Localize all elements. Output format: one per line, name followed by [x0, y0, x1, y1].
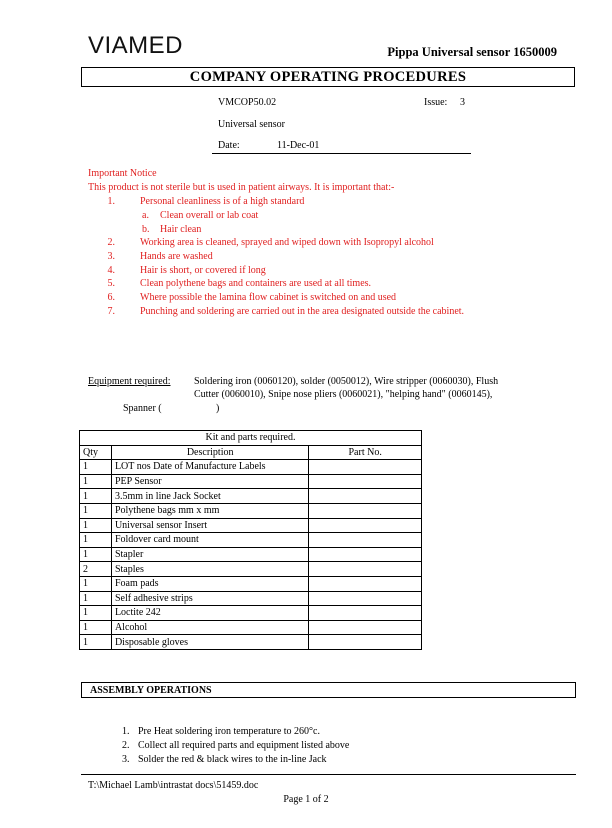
table-row	[80, 562, 422, 577]
notice-heading: Important Notice	[88, 168, 157, 179]
notice-item-number: 6.	[107, 292, 115, 303]
assembly-step	[122, 754, 327, 765]
part-no-cell	[309, 518, 422, 533]
step-text: Solder the red & black wires to the in-line Jack	[138, 754, 327, 765]
table-row	[80, 503, 422, 518]
notice-item-number: 2.	[107, 237, 115, 248]
qty-cell: 1	[80, 620, 112, 635]
step-text: Pre Heat soldering iron temperature to 260°c.	[138, 726, 320, 737]
table-row	[80, 460, 422, 475]
doc-subject: Universal sensor	[218, 119, 285, 130]
date-value: 11-Dec-01	[277, 140, 320, 151]
part-no-cell	[309, 460, 422, 475]
step-number: 2.	[122, 740, 130, 751]
table-row	[80, 518, 422, 533]
part-no-cell	[309, 576, 422, 591]
notice-item-number: 3.	[107, 251, 115, 262]
table-row	[80, 533, 422, 548]
notice-subitem-text: Clean overall or lab coat	[160, 210, 259, 221]
logo-text: VIAMED	[88, 32, 184, 58]
column-header-part-no: Part No.	[309, 445, 422, 460]
notice-item-number: 4.	[107, 265, 115, 276]
assembly-step	[122, 740, 349, 751]
parts-table-caption: Kit and parts required.	[80, 431, 422, 446]
description-cell: Alcohol	[111, 620, 308, 635]
qty-cell: 1	[80, 518, 112, 533]
equipment-spanner: Spanner (	[123, 403, 162, 414]
table-row	[80, 547, 422, 562]
notice-item-text: Clean polythene bags and containers are used at all times.	[140, 278, 372, 289]
assembly-step	[122, 726, 320, 737]
notice-subitem-letter: b.	[142, 224, 150, 235]
page-title: COMPANY OPERATING PROCEDURES	[81, 67, 575, 87]
step-text: Collect all required parts and equipment listed above	[138, 740, 350, 751]
description-cell: Disposable gloves	[111, 635, 308, 650]
part-no-cell	[309, 562, 422, 577]
notice-item-text: Personal cleanliness is of a high standard	[140, 196, 305, 207]
part-no-cell	[309, 547, 422, 562]
qty-cell: 1	[80, 533, 112, 548]
table-row	[80, 591, 422, 606]
part-no-cell	[309, 489, 422, 504]
description-cell: Universal sensor Insert	[111, 518, 308, 533]
date-label: Date:	[218, 140, 240, 151]
notice-subitem-letter: a.	[142, 210, 149, 221]
table-row	[80, 489, 422, 504]
equipment-line-2: Cutter (0060010), Snipe nose pliers (0060021), "helping hand" (0060145),	[194, 389, 493, 400]
footer-divider	[81, 774, 576, 775]
column-header-qty: Qty	[80, 445, 112, 460]
qty-cell: 1	[80, 635, 112, 650]
description-cell: LOT nos Date of Manufacture Labels	[111, 460, 308, 475]
table-row	[80, 620, 422, 635]
viamed-logo	[88, 32, 196, 58]
qty-cell: 1	[80, 474, 112, 489]
qty-cell: 1	[80, 606, 112, 621]
notice-item-number: 7.	[107, 306, 115, 317]
notice-item-text: Hands are washed	[140, 251, 213, 262]
qty-cell: 2	[80, 562, 112, 577]
table-row	[80, 635, 422, 650]
step-number: 3.	[122, 754, 130, 765]
notice-item-text: Where possible the lamina flow cabinet is switched on and used	[140, 292, 397, 303]
table-row	[80, 606, 422, 621]
description-cell: Polythene bags mm x mm	[111, 503, 308, 518]
table-row	[80, 474, 422, 489]
part-no-cell	[309, 533, 422, 548]
qty-cell: 1	[80, 489, 112, 504]
description-cell: Staples	[111, 562, 308, 577]
description-cell: Foam pads	[111, 576, 308, 591]
step-number: 1.	[122, 726, 130, 737]
doc-code: VMCOP50.02	[218, 97, 277, 108]
column-header-description: Description	[111, 445, 308, 460]
part-no-cell	[309, 591, 422, 606]
page-number: Page 1 of 2	[283, 794, 329, 805]
part-no-cell	[309, 606, 422, 621]
part-no-cell	[309, 503, 422, 518]
part-no-cell	[309, 474, 422, 489]
part-no-cell	[309, 635, 422, 650]
footer-file-path: T:\Michael Lamb\intrastat docs\51459.doc	[88, 780, 259, 791]
equipment-line-1: Soldering iron (0060120), solder (0050012), Wire stripper (0060030), Flush	[194, 376, 499, 387]
description-cell: Self adhesive strips	[111, 591, 308, 606]
description-cell: Foldover card mount	[111, 533, 308, 548]
qty-cell: 1	[80, 576, 112, 591]
product-title: Pippa Universal sensor 1650009	[387, 45, 557, 59]
notice-item-text: Punching and soldering are carried out in the area designated outside the cabinet.	[140, 306, 465, 317]
qty-cell: 1	[80, 591, 112, 606]
equipment-label: Equipment required:	[88, 376, 171, 387]
notice-item-text: Working area is cleaned, sprayed and wiped down with Isopropyl alcohol	[140, 237, 434, 248]
parts-table	[79, 430, 422, 650]
part-no-cell	[309, 620, 422, 635]
meta-divider	[212, 153, 471, 154]
assembly-heading: ASSEMBLY OPERATIONS	[81, 682, 576, 698]
description-cell: Loctite 242	[111, 606, 308, 621]
qty-cell: 1	[80, 460, 112, 475]
description-cell: PEP Sensor	[111, 474, 308, 489]
notice-intro: This product is not sterile but is used in patient airways. It is important that:-	[88, 182, 395, 193]
issue-value: 3	[460, 97, 465, 108]
notice-subitem-text: Hair clean	[160, 224, 202, 235]
description-cell: 3.5mm in line Jack Socket	[111, 489, 308, 504]
description-cell: Stapler	[111, 547, 308, 562]
notice-item-number: 5.	[107, 278, 115, 289]
notice-item-number: 1.	[107, 196, 115, 207]
notice-item-text: Hair is short, or covered if long	[140, 265, 266, 276]
qty-cell: 1	[80, 503, 112, 518]
parts-table-header	[80, 445, 422, 460]
equipment-spanner-close: )	[216, 403, 220, 414]
table-row	[80, 576, 422, 591]
qty-cell: 1	[80, 547, 112, 562]
issue-label: Issue:	[424, 97, 448, 108]
